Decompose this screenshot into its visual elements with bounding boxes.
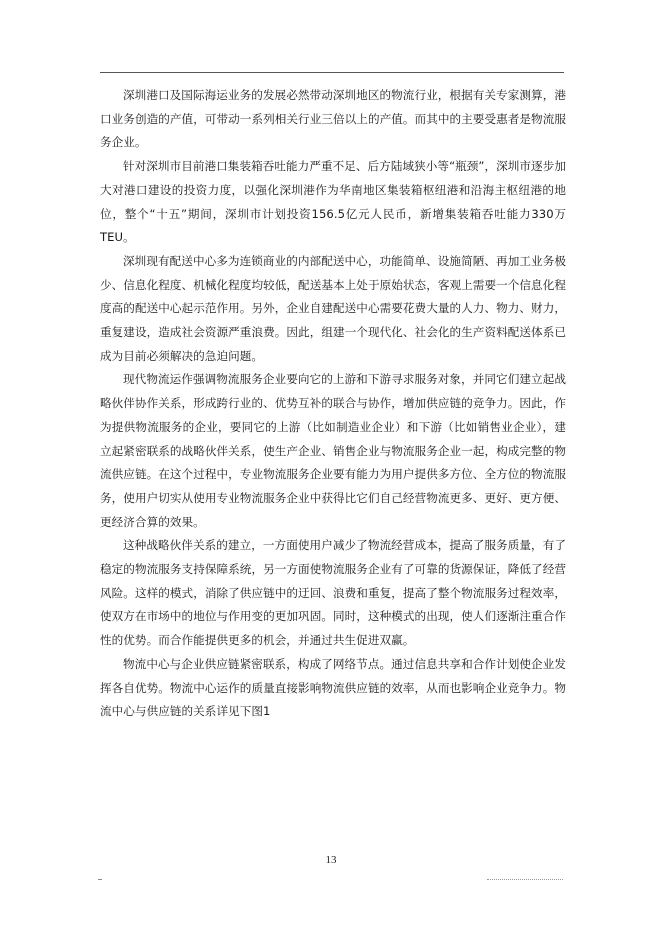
paragraph-supply-chain-link: 物流中心与企业供应链紧密联系，构成了网络节点。通过信息共享和合作计划使企业发挥各自优势。物流中心运作的质量直接影响物流供应链的效率，从而也影响企业竞争力。物流中心与供应链的关系详见下图1 [100, 656, 566, 719]
footer-mark-right [487, 879, 563, 880]
paragraph-partnership-benefits: 这种战略伙伴关系的建立，一方面使用户减少了物流经营成本，提高了服务质量，有了稳定的物流服务支持保障系统，另一方面使物流服务企业有了可靠的货源保证，降低了经营风险。这样的模式，消除了供应链中的迂回、浪费和重复，提高了整个物流服务过程效率，使双方在市场中的地位与作用变的更加巩固。同时，这种模式的出现，使人们逐渐注重合作性的优势。而合作能提供更多的机会，并通过共生促进双赢。 [100, 538, 566, 648]
paragraph-distribution-centers: 深圳现有配送中心多为连锁商业的内部配送中心，功能简单、设施简陋、再加工业务极少、信息化程度、机械化程度均较低，配送基本上处于原始状态，客观上需要一个信息化程度高的配送中心起示范作用。另外，企业自建配送中心需要花费大量的人力、物力、财力，重复建设，造成社会资源严重浪费。因此，组建一个现代化、社会化的生产资料配送体系已成为目前必须解决的急迫问题。 [100, 253, 566, 363]
paragraph-port-investment: 针对深圳市目前港口集装箱吞吐能力严重不足、后方陆域狭小等“瓶颈”，深圳市逐步加大对港口建设的投资力度，以强化深圳港作为华南地区集装箱枢纽港和沿海主枢纽港的地位，整个“十五”期间，深圳市计划投资156.5亿元人民币，新增集装箱吞吐能力330万TEU。 [100, 159, 566, 245]
paragraph-strategic-partnership: 现代物流运作强调物流服务企业要向它的上游和下游寻求服务对象，并同它们建立起战略伙伴协作关系，形成跨行业的、优势互补的联合与协作，增加供应链的竞争力。因此，作为提供物流服务的企业，要同它的上游（比如制造业企业）和下游（比如销售业企业），建立起紧密联系的战略伙伴关系，使生产企业、销售企业与物流服务企业一起，构成完整的物流供应链。在这个过程中，专业物流服务企业要有能力为用户提供多方位、全方位的物流服务，使用户切实从使用专业物流服务企业中获得比它们自己经营物流更多、更好、更方便、更经济合算的效果。 [100, 372, 566, 529]
document-body [100, 84, 566, 724]
paragraph-port-impact: 深圳港口及国际海运业务的发展必然带动深圳地区的物流行业，根据有关专家测算，港口业务创造的产值，可带动一系列相关行业三倍以上的产值。而其中的主要受惠者是物流服务企业。 [100, 88, 566, 150]
footer-mark-left [98, 879, 102, 880]
header-rule [100, 72, 564, 73]
page-number: 13 [325, 854, 337, 866]
